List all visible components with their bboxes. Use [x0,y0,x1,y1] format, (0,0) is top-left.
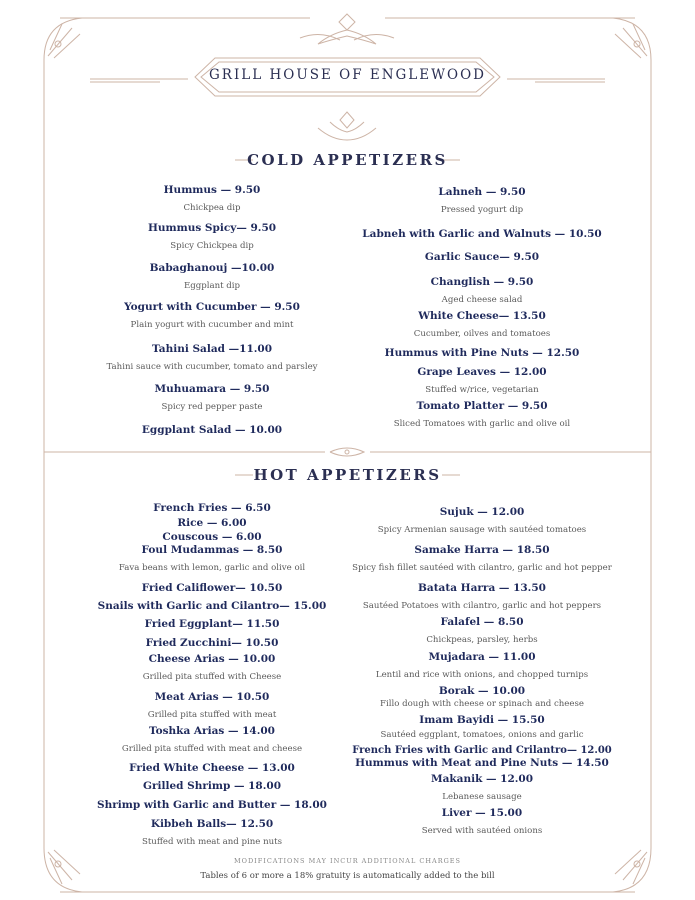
item-description: Eggplant dip [183,281,241,291]
hot-right-column [317,0,647,900]
item-name: Muhuamara — 9.50 [154,383,270,395]
item-description: Fillo dough with cheese or spinach and cheese [380,699,584,709]
menu-item [317,544,647,574]
item-name: Fried White Cheese — 13.00 [129,762,295,774]
item-description: Sautéed eggplant, tomatoes, onions and garlic [380,730,584,740]
item-name: Tahini Salad —11.00 [151,343,273,355]
item-description: Spicy Armenian sausage with sautéed tomatoes [377,525,587,535]
item-name: Batata Harra — 13.50 [418,582,546,594]
item-name: Yogurt with Cucumber — 9.50 [124,301,300,313]
item-name: Liver — 15.00 [441,807,523,819]
item-description: Sliced Tomatoes with garlic and olive oil [393,419,571,429]
item-name: Falafel — 8.50 [440,616,524,628]
item-name: Hummus Spicy— 9.50 [147,222,277,234]
item-description: Spicy fish fillet sautéed with cilantro, garlic and hot pepper [352,563,612,573]
item-name: Sujuk — 12.00 [439,506,525,518]
item-name: Kibbeh Balls— 12.50 [150,818,274,830]
item-name: Snails with Garlic and Cilantro— 15.00 [97,600,327,612]
item-description: Spicy red pepper paste [161,402,263,412]
item-name: Cheese Arias — 10.00 [148,653,276,665]
item-description: Cucumber, oilves and tomatoes [413,329,551,339]
item-description: Lentil and rice with onions, and chopped turnips [375,670,589,680]
item-name: Changlish — 9.50 [430,276,534,288]
cold-appetizers-heading: COLD APPETIZERS [247,151,448,169]
item-name: Eggplant Salad — 10.00 [141,424,283,436]
menu-item [317,744,647,757]
menu-item [317,506,647,536]
item-name: Borak — 10.00 [438,685,526,697]
item-name: Fried Zucchini— 10.50 [145,637,279,649]
item-name: Toshka Arias — 14.00 [149,725,275,737]
restaurant-title: GRILL HOUSE OF ENGLEWOOD [209,67,486,83]
item-description: Served with sautéed onions [421,826,543,836]
item-description: Pressed yogurt dip [440,205,524,215]
menu-item [317,685,647,710]
item-name: Mujadara — 11.00 [428,651,536,663]
modifications-note: MODIFICATIONS MAY INCUR ADDITIONAL CHARGES [233,857,461,865]
item-description: Stuffed w/rice, vegetarian [425,385,539,395]
item-name: Hummus with Pine Nuts — 12.50 [384,347,580,359]
menu-item [317,651,647,681]
item-name: Couscous — 6.00 [162,531,262,543]
menu-item [317,773,647,803]
item-name: Hummus — 9.50 [163,184,261,196]
item-name: Fried Eggplant— 11.50 [144,618,280,630]
item-name: Grilled Shrimp — 18.00 [142,780,282,792]
item-name: Garlic Sauce— 9.50 [424,251,540,263]
item-name: Imam Bayidi — 15.50 [419,714,545,726]
item-description: Sautéed Potatoes with cilantro, garlic and hot peppers [362,601,602,611]
item-name: Meat Arias — 10.50 [154,691,270,703]
item-name: Samake Harra — 18.50 [414,544,550,556]
hot-appetizers-heading: HOT APPETIZERS [253,466,442,484]
item-name: Foul Mudammas — 8.50 [141,544,283,556]
menu-item [317,582,647,612]
menu-item [317,757,647,770]
gratuity-note: Tables of 6 or more a 18% gratuity is automatically added to the bill [200,871,495,881]
item-description: Aged cheese salad [441,295,523,305]
item-description: Chickpeas, parsley, herbs [426,635,538,645]
item-name: Hummus with Meat and Pine Nuts — 14.50 [355,757,609,769]
item-description: Lebanese sausage [442,792,522,802]
item-description: Plain yogurt with cucumber and mint [130,320,294,330]
item-description: Spicy Chickpea dip [170,241,254,251]
item-name: Rice — 6.00 [177,517,247,529]
item-description: Grilled pita stuffed with meat and cheese [121,744,303,754]
item-name: French Fries — 6.50 [153,502,271,514]
menu-item [317,807,647,837]
menu-item [317,616,647,646]
item-name: Makanik — 12.00 [430,773,534,785]
item-name: Grape Leaves — 12.00 [417,366,547,378]
item-name: Shrimp with Garlic and Butter — 18.00 [97,799,327,811]
item-name: White Cheese— 13.50 [418,310,546,322]
item-name: Labneh with Garlic and Walnuts — 10.50 [362,228,602,240]
item-description: Stuffed with meat and pine nuts [141,837,283,847]
menu-item [317,714,647,741]
item-description: Tahini sauce with cucumber, tomato and parsley [106,362,318,372]
item-name: French Fries with Garlic and Crilantro— 12.00 [352,745,612,756]
item-name: Fried Califlower— 10.50 [141,582,283,594]
item-description: Grilled pita stuffed with Cheese [142,672,282,682]
item-name: Tomato Platter — 9.50 [416,400,548,412]
item-description: Grilled pita stuffed with meat [147,710,277,720]
item-description: Fava beans with lemon, garlic and olive oil [118,563,306,573]
item-name: Lahneh — 9.50 [438,186,526,198]
item-description: Chickpea dip [183,203,241,213]
item-name: Babaghanouj —10.00 [149,262,275,274]
